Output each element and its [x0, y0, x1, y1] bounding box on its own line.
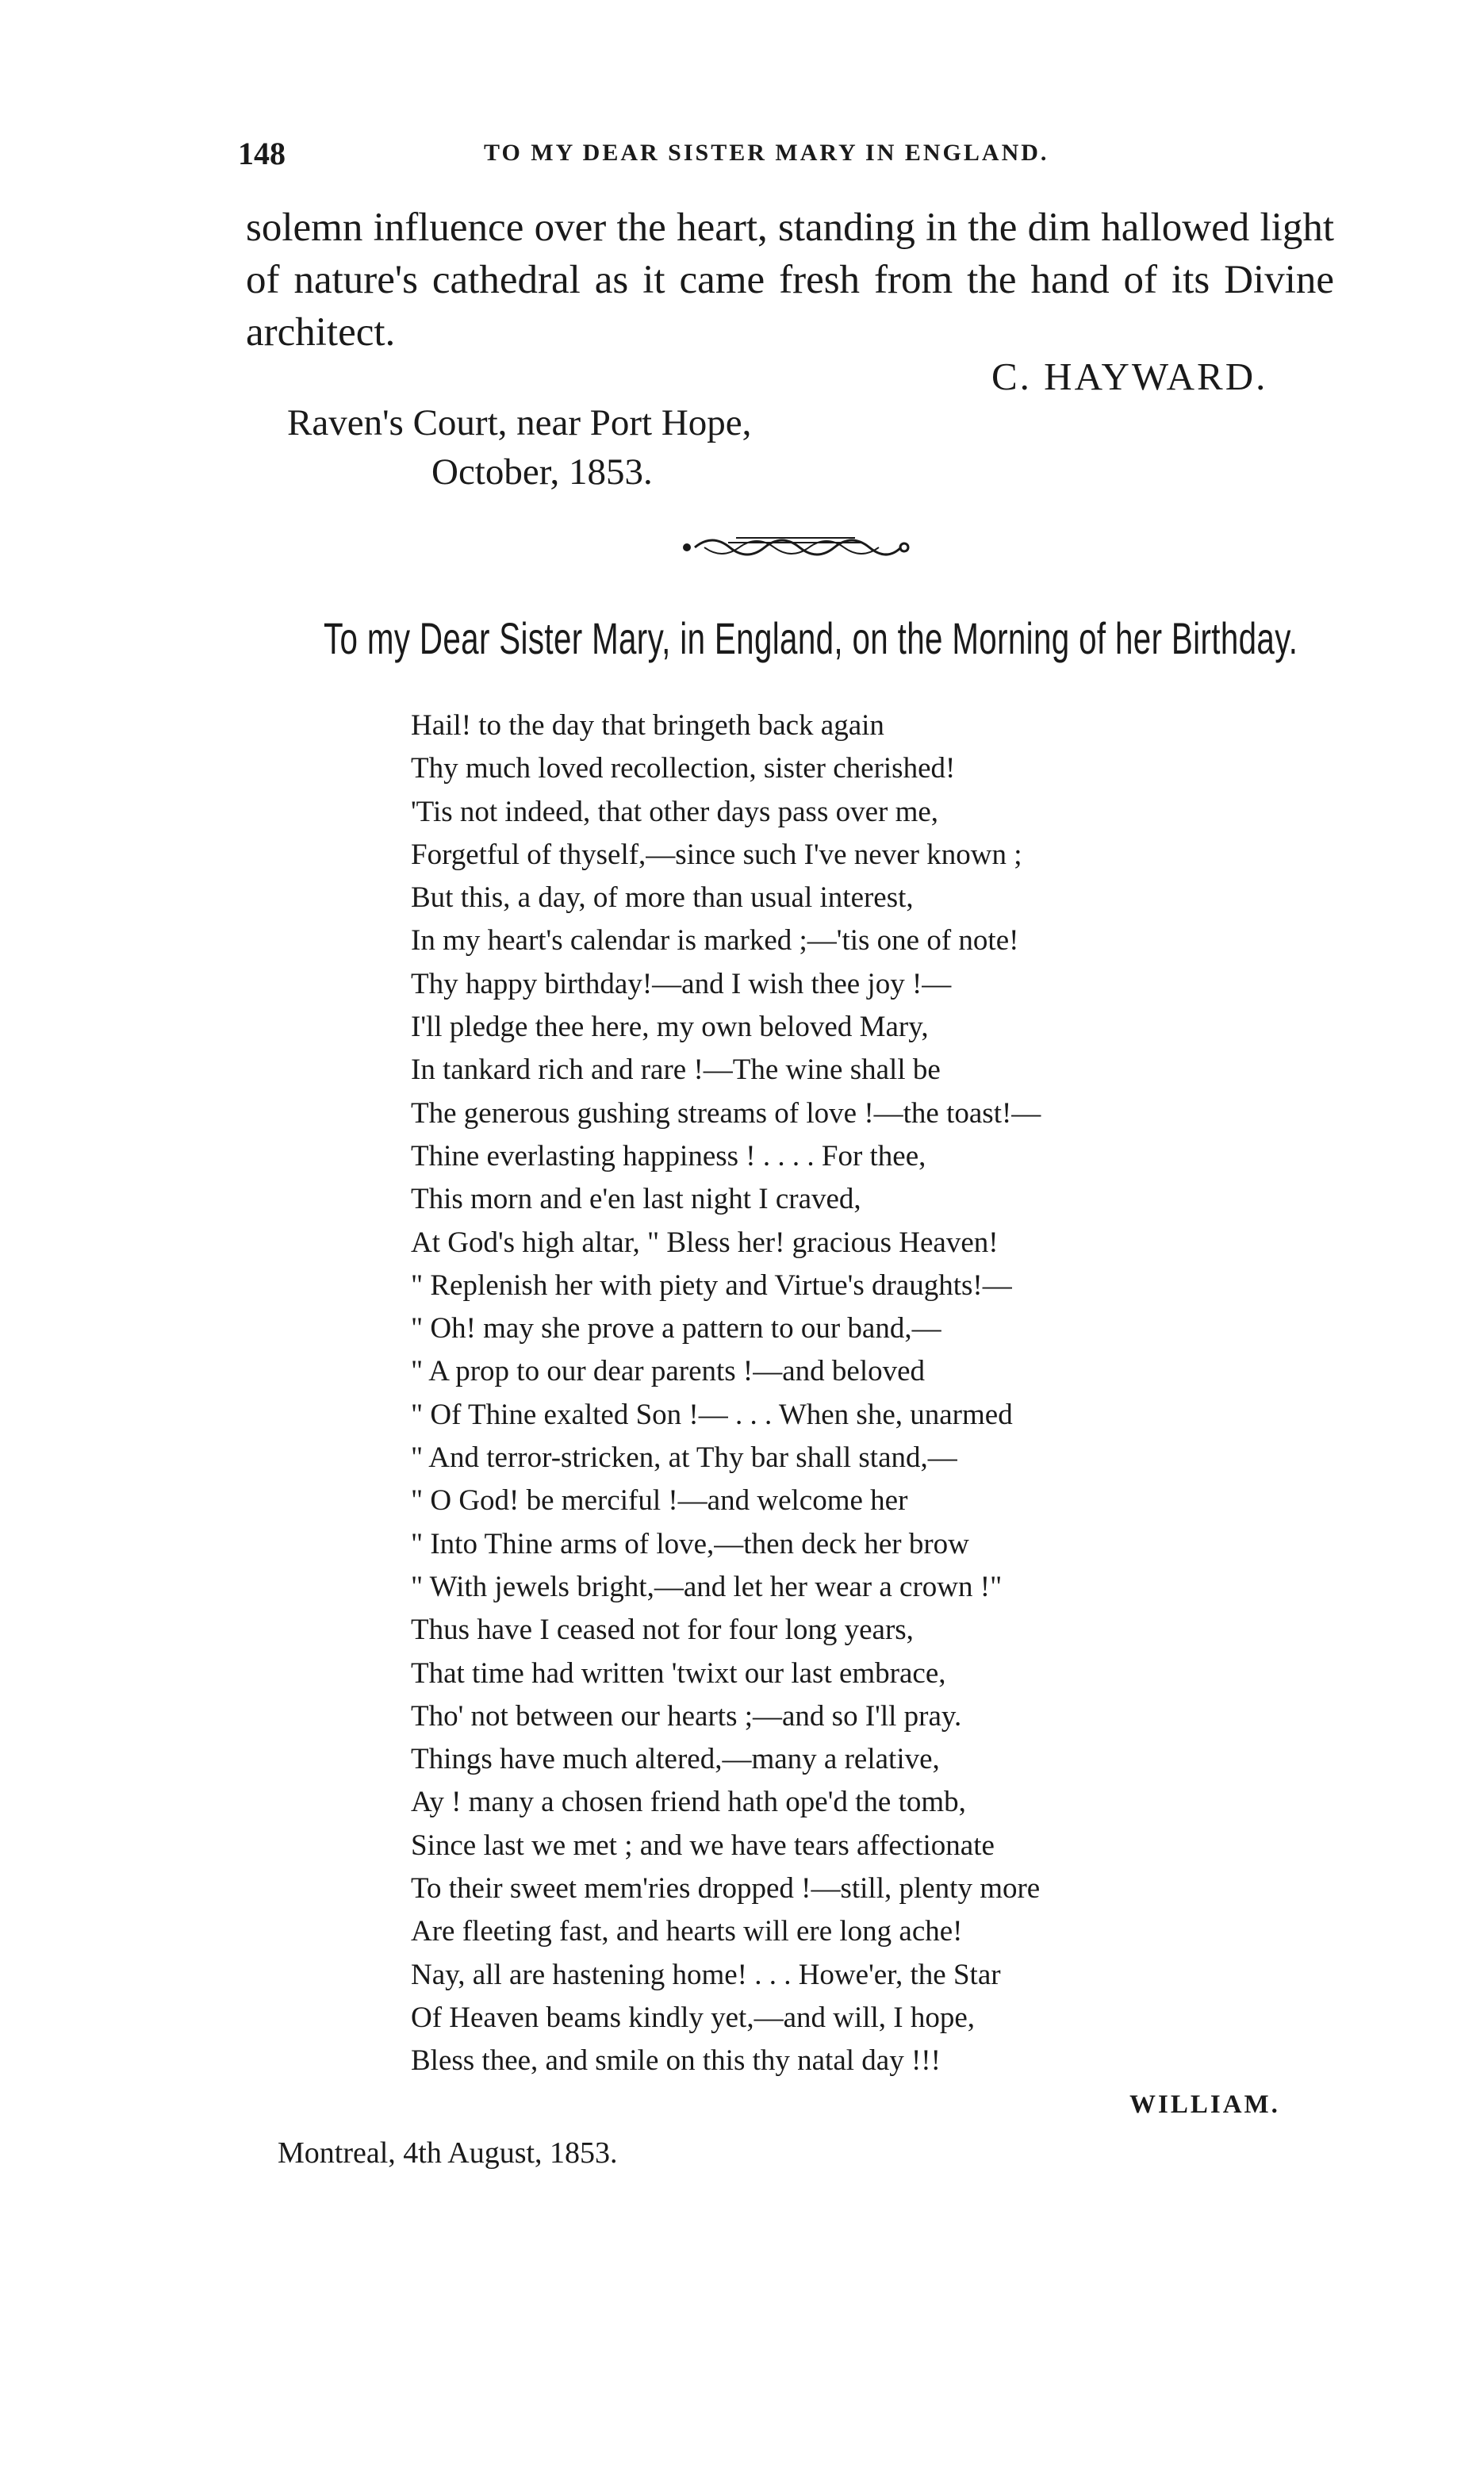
poem-line: I'll pledge thee here, my own beloved Mary, — [411, 1011, 929, 1044]
poem-line: This morn and e'en last night I craved, — [411, 1183, 861, 1216]
poem-place-date: Montreal, 4th August, 1853. — [278, 2136, 618, 2170]
poem-line: Thy happy birthday!—and I wish thee joy !— — [411, 967, 952, 1000]
prose-author: C. HAYWARD. — [991, 355, 1268, 398]
poem-line: Are fleeting fast, and hearts will ere long ache! — [411, 1915, 963, 1948]
poem-line: " O God! be merciful !—and welcome her — [411, 1484, 908, 1518]
ornament-divider — [681, 527, 911, 563]
poem-line: But this, a day, of more than usual interest, — [411, 881, 914, 915]
poem-line: Thine everlasting happiness ! . . . . For thee, — [411, 1139, 926, 1172]
poem-line: Bless thee, and smile on this thy natal day !!! — [411, 2044, 941, 2078]
poem-line: The generous gushing streams of love !—the toast!— — [411, 1096, 1041, 1130]
poem-line: " Of Thine exalted Son !— . . . When she, unarmed — [411, 1398, 1013, 1431]
page-number: 148 — [238, 136, 286, 171]
poem-line: Forgetful of thyself,—since such I've never known ; — [411, 838, 1022, 871]
poem-line: Nay, all are hastening home! . . . Howe'er, the Star — [411, 1958, 1001, 1991]
running-head: TO MY DEAR SISTER MARY IN ENGLAND. — [484, 140, 1049, 166]
poem-line: At God's high altar, " Bless her! gracious Heaven! — [411, 1226, 999, 1259]
poem-line: In my heart's calendar is marked ;—'tis one of note! — [411, 924, 1019, 958]
place-line-1: Raven's Court, near Port Hope, — [287, 402, 752, 443]
poem-line: That time had written 'twixt our last embrace, — [411, 1656, 946, 1690]
poem-line: " With jewels bright,—and let her wear a crown !" — [411, 1570, 1003, 1603]
poem-line: " Into Thine arms of love,—then deck her brow — [411, 1527, 969, 1560]
poem-body — [411, 704, 1041, 2083]
poem-line: Since last we met ; and we have tears affectionate — [411, 1829, 995, 1862]
poem-line: " And terror-stricken, at Thy bar shall stand,— — [411, 1441, 957, 1475]
poem-line: Things have much altered,—many a relative, — [411, 1743, 940, 1776]
poem-line: " A prop to our dear parents !—and beloved — [411, 1355, 926, 1388]
poem-line: Of Heaven beams kindly yet,—and will, I hope, — [411, 2001, 976, 2034]
poem-line: In tankard rich and rare !—The wine shall be — [411, 1054, 941, 1087]
poem-line: Thy much loved recollection, sister cherished! — [411, 752, 956, 785]
poem-title: To my Dear Sister Mary, in England, on the Morning of her Birthday. — [324, 613, 1298, 663]
poem-line: " Replenish her with piety and Virtue's draughts!— — [411, 1268, 1012, 1302]
prose-paragraph: solemn influence over the heart, standing in the dim hallowed light of nature's cathedral as it came fresh from the hand of its Divine architect. — [246, 205, 1334, 355]
poem-line: Tho' not between our hearts ;—and so I'll pray. — [411, 1699, 962, 1733]
poem-line: Hail! to the day that bringeth back again — [411, 709, 884, 742]
poem-line: To their sweet mem'ries dropped !—still, plenty more — [411, 1872, 1041, 1906]
poem-author: WILLIAM. — [1129, 2090, 1280, 2119]
poem-line: Thus have I ceased not for four long years, — [411, 1614, 914, 1647]
poem-line: Ay ! many a chosen friend hath ope'd the tomb, — [411, 1786, 966, 1819]
poem-line: 'Tis not indeed, that other days pass over me, — [411, 795, 939, 828]
poem-line: " Oh! may she prove a pattern to our band,— — [411, 1312, 941, 1345]
place-line-2: October, 1853. — [431, 451, 653, 493]
